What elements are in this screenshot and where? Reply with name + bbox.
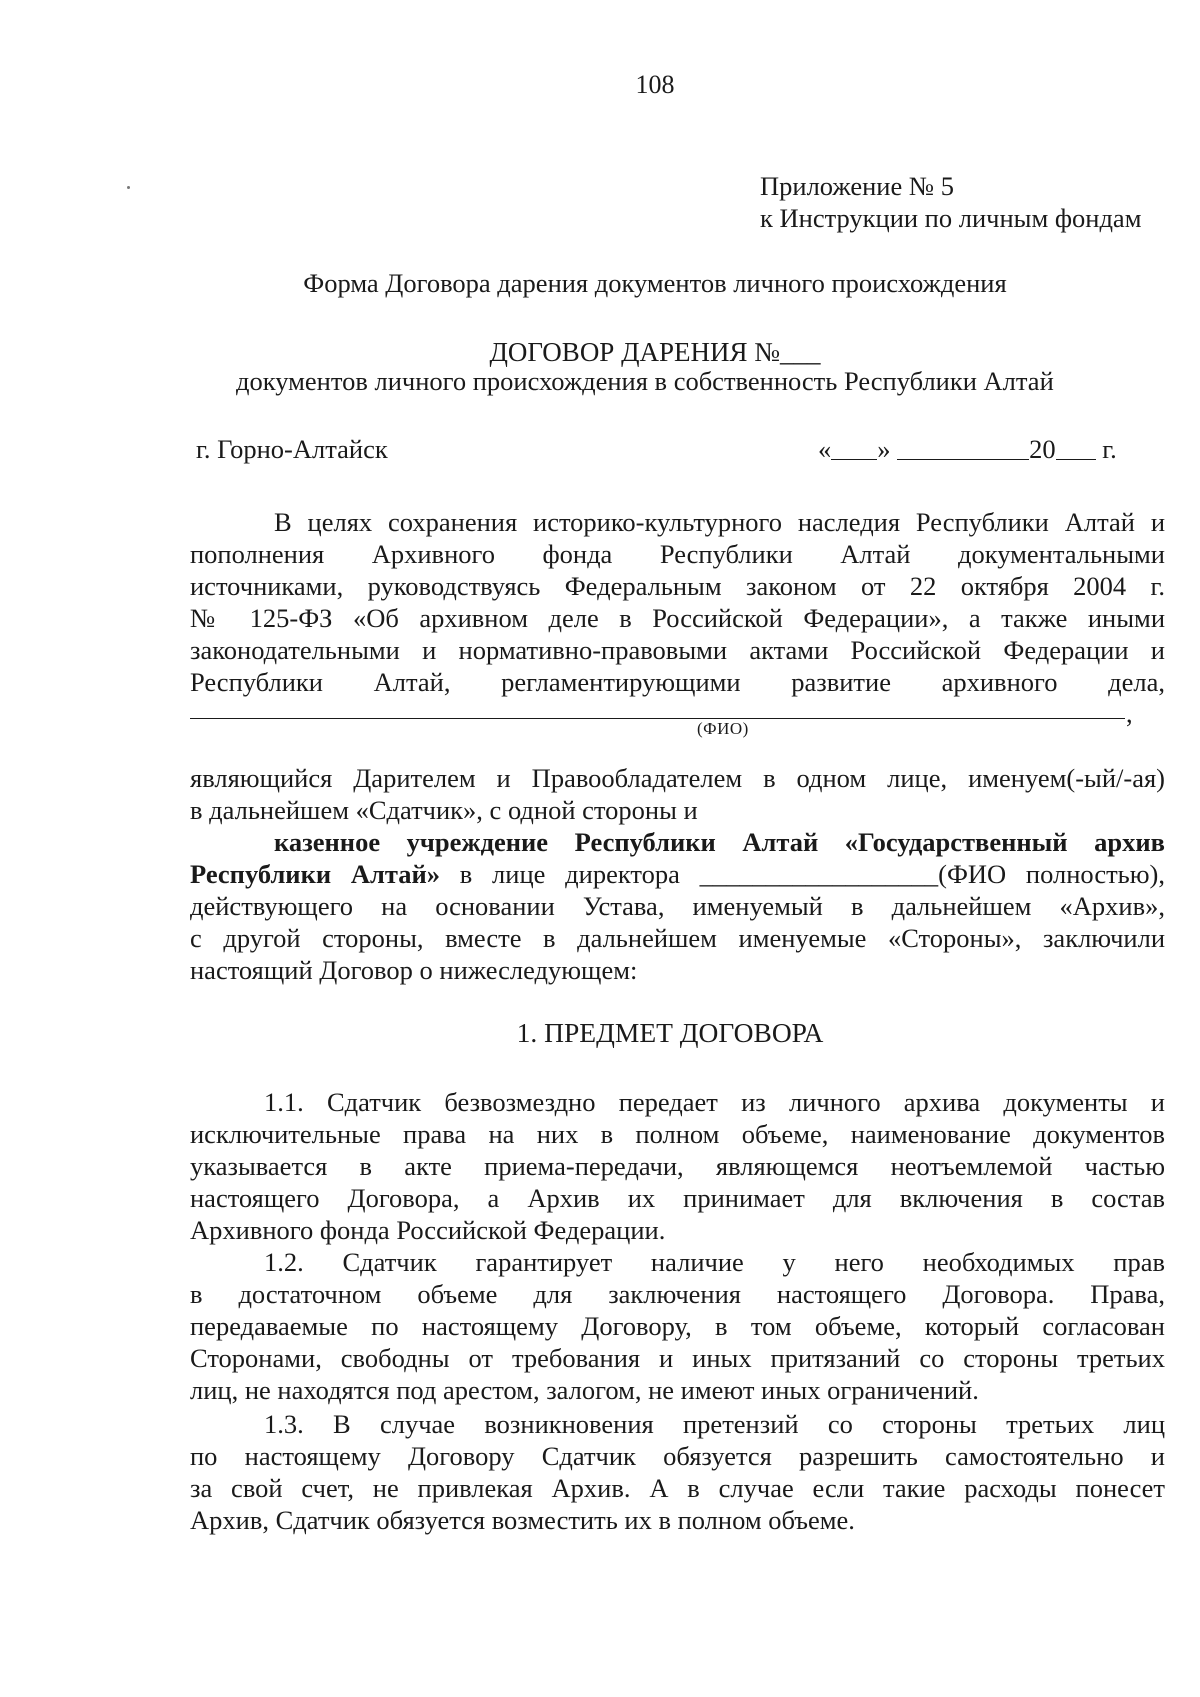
archive-bold-line: казенное учреждение Республики Алтай «Государственный архив: [274, 827, 1165, 857]
date-open-quote: «: [818, 434, 832, 464]
form-title: Форма Договора дарения документов личного происхождения: [303, 268, 1007, 298]
clause-line: 1.2. Сдатчик гарантирует наличие у него необходимых прав: [264, 1247, 1165, 1277]
appendix-line-1: Приложение № 5: [760, 171, 955, 201]
preamble-line: В целях сохранения историко-культурного наследия Республики Алтай и: [274, 507, 1165, 537]
scan-speck: [127, 186, 130, 189]
clause-line: настоящего Договора, а Архив их принимает для включения в состав: [190, 1183, 1165, 1213]
preamble-line: законодательными и нормативно-правовыми актами Российской Федерации и: [190, 635, 1165, 665]
clause-line: в достаточном объеме для заключения настоящего Договора. Права,: [190, 1279, 1165, 1309]
donor-line: являющийся Дарителем и Правообладателем в одном лице, именуем(-ый/-ая): [190, 763, 1165, 793]
year-suffix: г.: [1102, 434, 1117, 464]
clause-line: по настоящему Договору Сдатчик обязуется разрешить самостоятельно и: [190, 1441, 1165, 1471]
clause-line: Архив, Сдатчик обязуется возместить их в полном объеме.: [190, 1505, 855, 1535]
archive-line: действующего на основании Устава, именуемый в дальнейшем «Архив»,: [190, 891, 1165, 921]
contract-subtitle: документов личного происхождения в собственность Республики Алтай: [236, 366, 1054, 396]
fio-comma: ,: [1126, 698, 1133, 728]
date-field: [818, 433, 1117, 465]
section-1-title: 1. ПРЕДМЕТ ДОГОВОРА: [516, 1017, 824, 1048]
preamble-line: источниками, руководствуясь Федеральным законом от 22 октября 2004 г.: [190, 571, 1165, 601]
donor-paragraph: [190, 762, 1165, 826]
appendix-line-2: к Инструкции по личным фондам: [760, 203, 1142, 233]
city: г. Горно-Алтайск: [196, 434, 388, 464]
clause-line: исключительные права на них в полном объеме, наименование документов: [190, 1119, 1165, 1149]
clause-line: передаваемые по настоящему Договору, в том объеме, который согласован: [190, 1311, 1165, 1341]
clause-1-3: [190, 1408, 1165, 1536]
archive-line: с другой стороны, вместе в дальнейшем именуемые «Стороны», заключили: [190, 923, 1165, 953]
clause-1-1: [190, 1086, 1165, 1246]
preamble-line: № 125-ФЗ «Об архивном деле в Российской Федерации», а также иными: [190, 603, 1165, 633]
preamble-line: Республики Алтай, регламентирующими развитие архивного дела,: [190, 667, 1165, 697]
archive-line-2: [190, 858, 1165, 890]
donor-line: в дальнейшем «Сдатчик», с одной стороны и: [190, 795, 698, 825]
clause-line: Сторонами, свободны от требования и иных притязаний со стороны третьих: [190, 1343, 1165, 1373]
date-close-quote: »: [877, 434, 891, 464]
clause-line: 1.1. Сдатчик безвозмездно передает из личного архива документы и: [264, 1087, 1165, 1117]
archive-line: настоящий Договор о нижеследующем:: [190, 955, 638, 985]
year-prefix: 20: [1029, 434, 1056, 464]
contract-title: ДОГОВОР ДАРЕНИЯ №___: [489, 337, 821, 367]
fio-blank-line: [190, 718, 1125, 719]
clause-line: Архивного фонда Российской Федерации.: [190, 1215, 666, 1245]
archive-director: в лице директора __________________(ФИО полностью),: [440, 859, 1165, 889]
archive-name-end: Республики Алтай»: [190, 859, 440, 889]
fio-caption: (ФИО): [697, 719, 749, 738]
month-blank: [897, 435, 1029, 460]
appendix-header: [760, 170, 1141, 234]
clause-line: указывается в акте приема-передачи, являющемся неотъемлемой частью: [190, 1151, 1165, 1181]
clause-line: 1.3. В случае возникновения претензий со стороны третьих лиц: [264, 1409, 1165, 1439]
clause-line: за свой счет, не привлекая Архив. А в случае если такие расходы понесет: [190, 1473, 1165, 1503]
page-number: 108: [635, 70, 675, 99]
clause-1-2: [190, 1246, 1165, 1406]
year-blank: [1056, 435, 1096, 460]
day-blank: [831, 435, 877, 460]
preamble: [190, 506, 1165, 698]
clause-line: лиц, не находятся под арестом, залогом, не имеют иных ограничений.: [190, 1375, 979, 1405]
archive-paragraph: [190, 826, 1165, 986]
preamble-line: пополнения Архивного фонда Республики Алтай документальными: [190, 539, 1165, 569]
